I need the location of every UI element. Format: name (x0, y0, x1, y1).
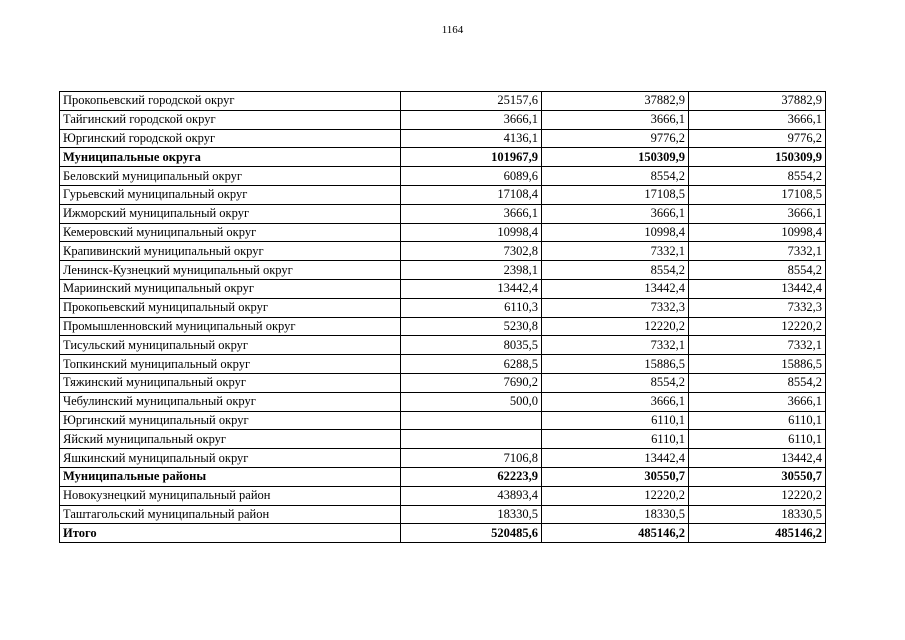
table-row (60, 261, 826, 280)
value-cell-2: 7332,1 (542, 242, 689, 261)
value-cell-3: 3666,1 (689, 110, 826, 129)
value-cell-2: 37882,9 (542, 92, 689, 111)
row-name-cell: Муниципальные районы (60, 467, 401, 486)
value-cell-2: 7332,1 (542, 336, 689, 355)
value-cell-2: 6110,1 (542, 411, 689, 430)
value-cell-1: 6288,5 (401, 355, 542, 374)
value-cell-3: 15886,5 (689, 355, 826, 374)
table-row (60, 242, 826, 261)
table-row (60, 129, 826, 148)
table-row (60, 411, 826, 430)
value-cell-3: 7332,1 (689, 336, 826, 355)
value-cell-3: 7332,1 (689, 242, 826, 261)
table-row (60, 223, 826, 242)
value-cell-2: 12220,2 (542, 486, 689, 505)
value-cell-3: 8554,2 (689, 167, 826, 186)
row-name-cell: Итого (60, 524, 401, 543)
table-row (60, 110, 826, 129)
table-row (60, 373, 826, 392)
value-cell-1: 3666,1 (401, 110, 542, 129)
row-name-cell: Беловский муниципальный округ (60, 167, 401, 186)
value-cell-1: 43893,4 (401, 486, 542, 505)
value-cell-2: 8554,2 (542, 373, 689, 392)
value-cell-1: 500,0 (401, 392, 542, 411)
table-row (60, 486, 826, 505)
value-cell-3: 12220,2 (689, 317, 826, 336)
value-cell-3: 485146,2 (689, 524, 826, 543)
row-name-cell: Муниципальные округа (60, 148, 401, 167)
value-cell-1: 6110,3 (401, 298, 542, 317)
value-cell-1 (401, 430, 542, 449)
value-cell-3: 3666,1 (689, 392, 826, 411)
value-cell-2: 8554,2 (542, 261, 689, 280)
value-cell-3: 3666,1 (689, 204, 826, 223)
value-cell-1: 18330,5 (401, 505, 542, 524)
row-name-cell: Яшкинский муниципальный округ (60, 449, 401, 468)
value-cell-1: 7106,8 (401, 449, 542, 468)
table-row (60, 449, 826, 468)
value-cell-3: 37882,9 (689, 92, 826, 111)
row-name-cell: Юргинский городской округ (60, 129, 401, 148)
table-row (60, 430, 826, 449)
value-cell-3: 10998,4 (689, 223, 826, 242)
value-cell-2: 3666,1 (542, 204, 689, 223)
value-cell-2: 9776,2 (542, 129, 689, 148)
value-cell-1: 13442,4 (401, 279, 542, 298)
value-cell-2: 13442,4 (542, 449, 689, 468)
row-name-cell: Топкинский муниципальный округ (60, 355, 401, 374)
table-row-subtotal (60, 148, 826, 167)
row-name-cell: Тяжинский муниципальный округ (60, 373, 401, 392)
table-row (60, 204, 826, 223)
table-row (60, 317, 826, 336)
row-name-cell: Тайгинский городской округ (60, 110, 401, 129)
row-name-cell: Таштагольский муниципальный район (60, 505, 401, 524)
value-cell-1: 5230,8 (401, 317, 542, 336)
value-cell-3: 6110,1 (689, 430, 826, 449)
table-row (60, 336, 826, 355)
value-cell-2: 6110,1 (542, 430, 689, 449)
value-cell-1: 8035,5 (401, 336, 542, 355)
value-cell-3: 7332,3 (689, 298, 826, 317)
value-cell-2: 150309,9 (542, 148, 689, 167)
value-cell-1: 17108,4 (401, 185, 542, 204)
row-name-cell: Прокопьевский городской округ (60, 92, 401, 111)
value-cell-3: 18330,5 (689, 505, 826, 524)
row-name-cell: Кемеровский муниципальный округ (60, 223, 401, 242)
row-name-cell: Гурьевский муниципальный округ (60, 185, 401, 204)
table-row (60, 279, 826, 298)
value-cell-2: 17108,5 (542, 185, 689, 204)
value-cell-3: 6110,1 (689, 411, 826, 430)
table-row-subtotal (60, 524, 826, 543)
value-cell-1: 25157,6 (401, 92, 542, 111)
table-row (60, 167, 826, 186)
row-name-cell: Ленинск-Кузнецкий муниципальный округ (60, 261, 401, 280)
value-cell-1: 62223,9 (401, 467, 542, 486)
row-name-cell: Новокузнецкий муниципальный район (60, 486, 401, 505)
table-row (60, 92, 826, 111)
value-cell-2: 15886,5 (542, 355, 689, 374)
value-cell-3: 12220,2 (689, 486, 826, 505)
page-number: 1164 (441, 24, 464, 36)
value-cell-2: 3666,1 (542, 392, 689, 411)
budget-table (59, 91, 826, 543)
value-cell-1: 4136,1 (401, 129, 542, 148)
value-cell-1: 520485,6 (401, 524, 542, 543)
table-body (60, 92, 826, 543)
table-row (60, 355, 826, 374)
table-row (60, 505, 826, 524)
table-row (60, 298, 826, 317)
value-cell-2: 3666,1 (542, 110, 689, 129)
row-name-cell: Юргинский муниципальный округ (60, 411, 401, 430)
value-cell-1 (401, 411, 542, 430)
value-cell-1: 2398,1 (401, 261, 542, 280)
value-cell-3: 8554,2 (689, 261, 826, 280)
row-name-cell: Крапивинский муниципальный округ (60, 242, 401, 261)
row-name-cell: Тисульский муниципальный округ (60, 336, 401, 355)
row-name-cell: Чебулинский муниципальный округ (60, 392, 401, 411)
table-row (60, 185, 826, 204)
value-cell-3: 150309,9 (689, 148, 826, 167)
value-cell-3: 17108,5 (689, 185, 826, 204)
value-cell-1: 10998,4 (401, 223, 542, 242)
value-cell-2: 8554,2 (542, 167, 689, 186)
value-cell-2: 7332,3 (542, 298, 689, 317)
value-cell-2: 30550,7 (542, 467, 689, 486)
value-cell-3: 13442,4 (689, 449, 826, 468)
row-name-cell: Яйский муниципальный округ (60, 430, 401, 449)
value-cell-2: 485146,2 (542, 524, 689, 543)
row-name-cell: Мариинский муниципальный округ (60, 279, 401, 298)
value-cell-1: 3666,1 (401, 204, 542, 223)
value-cell-2: 13442,4 (542, 279, 689, 298)
value-cell-3: 30550,7 (689, 467, 826, 486)
value-cell-1: 7690,2 (401, 373, 542, 392)
value-cell-3: 8554,2 (689, 373, 826, 392)
value-cell-2: 12220,2 (542, 317, 689, 336)
value-cell-3: 9776,2 (689, 129, 826, 148)
row-name-cell: Промышленновский муниципальный округ (60, 317, 401, 336)
table-row-subtotal (60, 467, 826, 486)
value-cell-3: 13442,4 (689, 279, 826, 298)
row-name-cell: Прокопьевский муниципальный округ (60, 298, 401, 317)
value-cell-2: 18330,5 (542, 505, 689, 524)
value-cell-1: 7302,8 (401, 242, 542, 261)
value-cell-2: 10998,4 (542, 223, 689, 242)
value-cell-1: 6089,6 (401, 167, 542, 186)
value-cell-1: 101967,9 (401, 148, 542, 167)
row-name-cell: Ижморский муниципальный округ (60, 204, 401, 223)
table-row (60, 392, 826, 411)
